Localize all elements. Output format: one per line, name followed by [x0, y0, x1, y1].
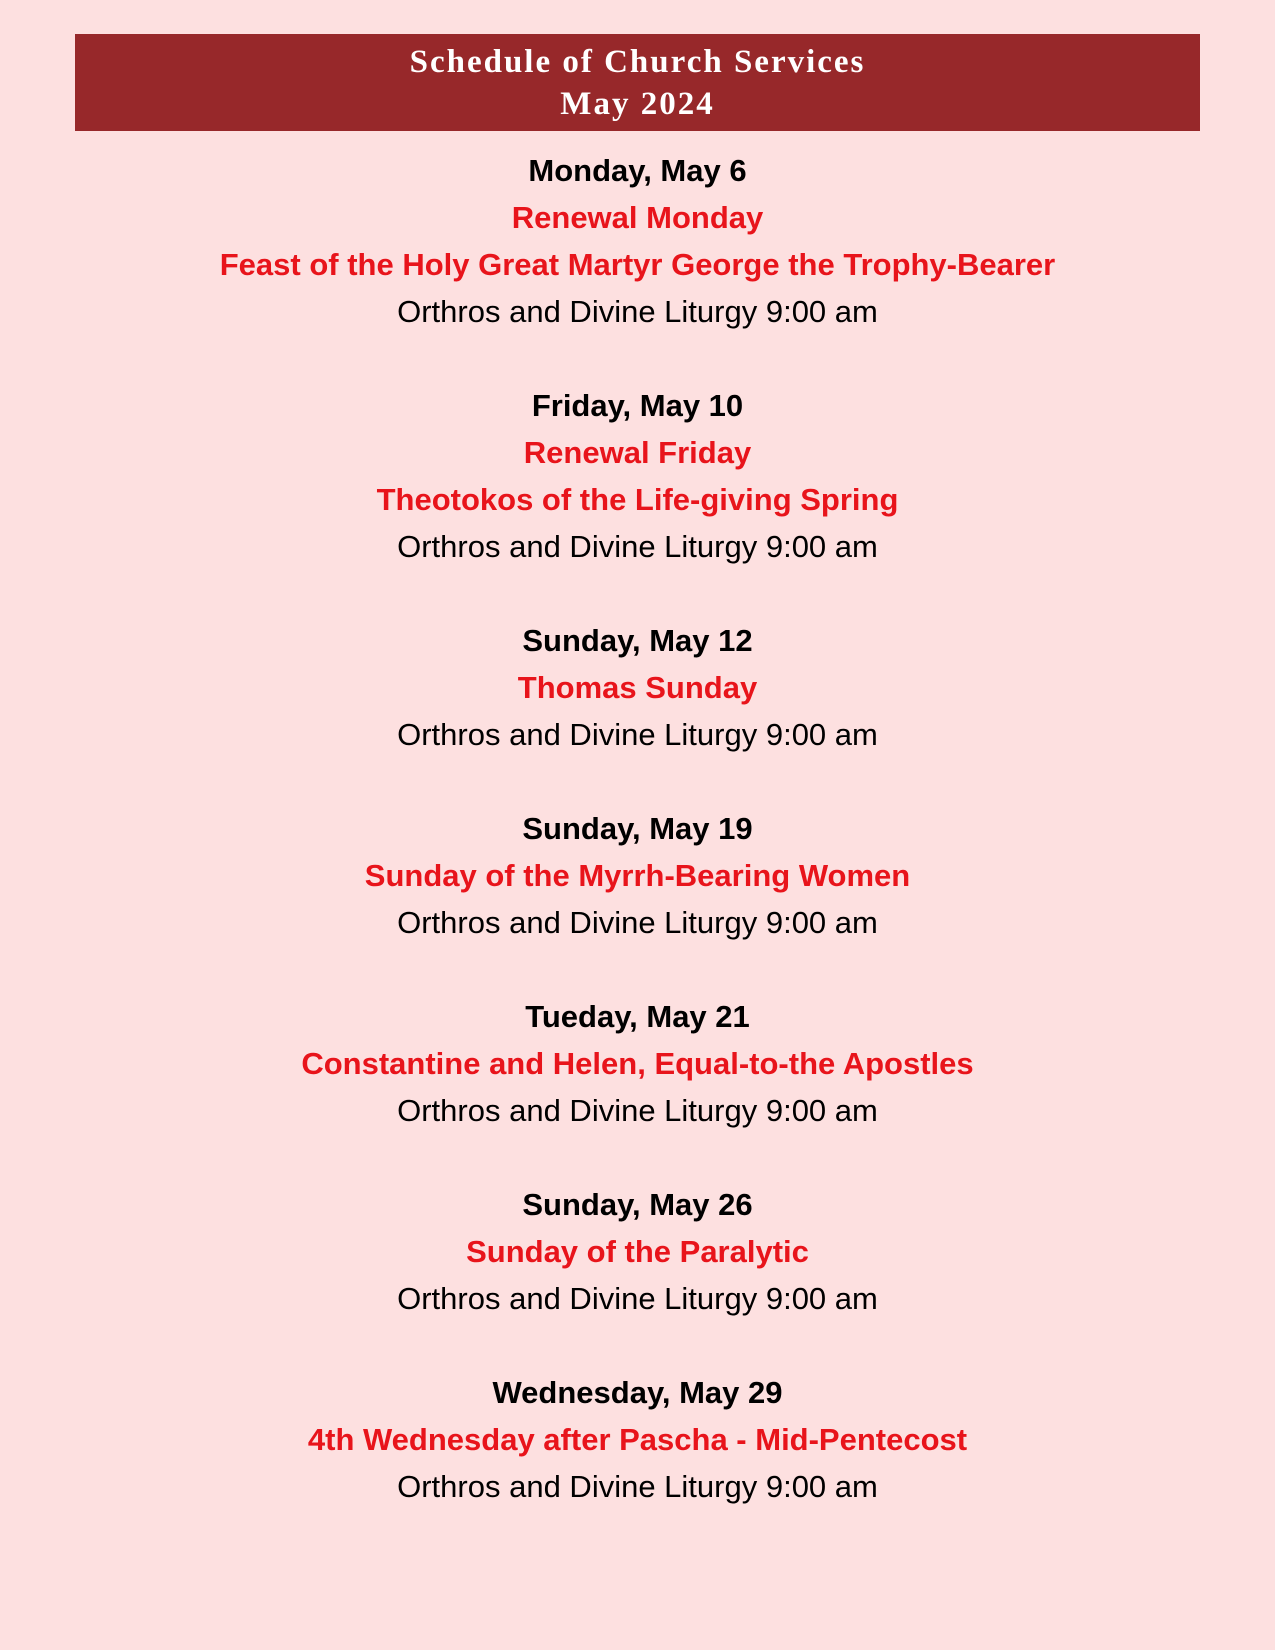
- entry-service: Orthros and Divine Liturgy 9:00 am: [397, 294, 878, 329]
- entry-feast: Sunday of the Paralytic: [466, 1234, 809, 1269]
- schedule-entry: [0, 805, 1275, 946]
- entry-date: Sunday, May 19: [522, 811, 753, 846]
- entry-feast: Sunday of the Myrrh-Bearing Women: [364, 858, 911, 893]
- entry-date: Sunday, May 12: [522, 623, 753, 658]
- service-schedule: [0, 147, 1275, 1557]
- entry-feast: 4th Wednesday after Pascha - Mid-Pentecost: [307, 1422, 968, 1457]
- entry-feast: Constantine and Helen, Equal-to-the Apostles: [301, 1046, 974, 1081]
- schedule-entry: [0, 617, 1275, 758]
- entry-service: Orthros and Divine Liturgy 9:00 am: [397, 905, 878, 940]
- header-banner: [75, 34, 1200, 131]
- entry-date: Friday, May 10: [531, 388, 744, 423]
- entry-service: Orthros and Divine Liturgy 9:00 am: [397, 1469, 878, 1504]
- entry-date: Monday, May 6: [528, 153, 747, 188]
- entry-service: Orthros and Divine Liturgy 9:00 am: [397, 529, 878, 564]
- page-title: Schedule of Church Services: [409, 44, 866, 80]
- entry-feast: Renewal Friday: [523, 435, 752, 470]
- entry-feast: Renewal Monday: [511, 200, 764, 235]
- entry-date: Wednesday, May 29: [492, 1375, 783, 1410]
- schedule-entry: [0, 147, 1275, 335]
- entry-service: Orthros and Divine Liturgy 9:00 am: [397, 1281, 878, 1316]
- page-subtitle: May 2024: [560, 86, 715, 122]
- schedule-entry: [0, 1181, 1275, 1322]
- schedule-entry: [0, 382, 1275, 570]
- schedule-entry: [0, 1369, 1275, 1510]
- entry-date: Tueday, May 21: [525, 999, 750, 1034]
- entry-feast: Feast of the Holy Great Martyr George the Trophy-Bearer: [219, 247, 1056, 282]
- entry-feast: Thomas Sunday: [517, 670, 758, 705]
- entry-service: Orthros and Divine Liturgy 9:00 am: [397, 1093, 878, 1128]
- entry-feast: Theotokos of the Life-giving Spring: [376, 482, 899, 517]
- schedule-entry: [0, 993, 1275, 1134]
- entry-service: Orthros and Divine Liturgy 9:00 am: [397, 717, 878, 752]
- entry-date: Sunday, May 26: [522, 1187, 753, 1222]
